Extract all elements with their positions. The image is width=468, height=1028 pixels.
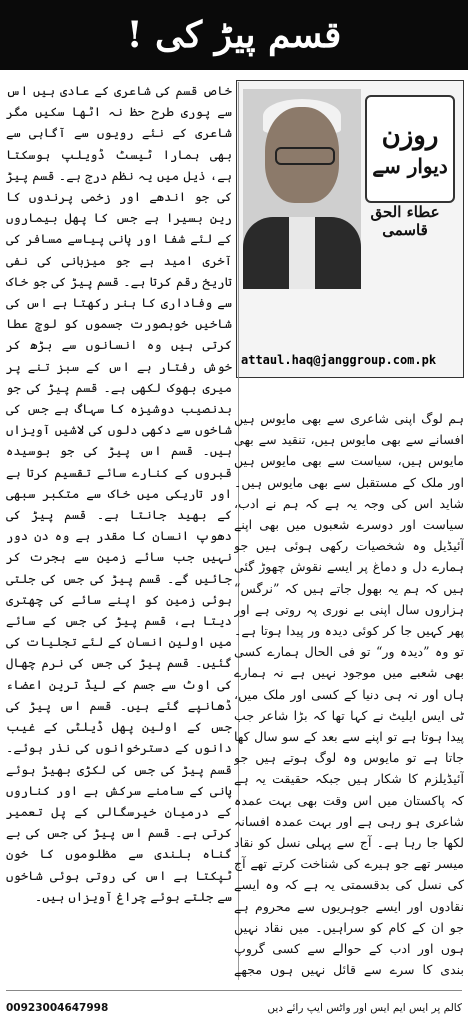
column-name-line1: روزن — [381, 121, 439, 151]
left-column-text: خاص قسم کی شاعری کے عادی ہیں اس سے پوری طرح حظ نہ اٹھا سکیں مگر شاعری کے نئے رویوں سے آگاہی سے بھی ہمارا ٹیسٹ ڈویلپ ہوسکتا ہے، ذیل میں یہ نظم درج ہے۔ قسم پیڑ کی جو اندھے اور زخمی پرندوں کا رین بسیرا ہے جس کا پھل بیماروں کے لئے شفا اور پانی پیاسے مسافر کی آخری امید ہے جو میزبانی کی نفی تاریخ رقم کرتا ہے۔ قسم پیڑ کی جو خاک سے وفاداری کا ہنر رکھتا ہے اس کی شاخیں خوبصورت جسموں کو لوچ عطا کرتی ہیں وہ انسانوں سے بڑھ کر خوش رفتار ہے اس کے سبز تنے پر میری بھوک لکھی ہے۔ قسم پیڑ کی جو بدنصیب دوشیزہ کا سہاگ ہے جس کی شاخوں سے دکھی دلوں کی لاشیں آویزاں ہیں۔ قسم اس پیڑ کی جو بوسیدہ قبروں کے کنارے سائے تقسیم کرتا ہے اور تاریکی میں خاک سے متکبر سبھی کے بھید جانتا ہے۔ قسم پیڑ کی دھوپ انسان کا مقدر ہے وہ دن دور نہیں جب سائے زمین سے ہجرت کر جائیں گے۔ قسم پیڑ کی جس کی جلتی ہوئی زمین کو اپنے سائے کی چھتری دیتا ہے، قسم پیڑ کی جس کے سائے میں اولین انسان کے لئے تجلیات کی گئیں۔ قسم پیڑ کی جس کی نرم چھال کی اوٹ سے جسم کے لیڈ ترین اعضاء ڈھانپے گئے ہیں۔ قسم اس پیڑ کی جس کے اولین پھل ڈیلٹی کے غیب دانوں کے دسترخوانوں کی نذر ہوئے۔ قسم پیڑ کی جس کی لکڑی بھیڑ ہوئے پانی کے سامنے سرکش ہے اور کناروں کے درمیان خیرسگالی کے پل تعمیر کرتی ہے۔ قسم اس پیڑ کی جس کی بے گناہ بلندی سے مظلوموں کا خون ٹپکتا ہے اس کی روتی ہوئی شاخوں سے جلتے ہوئے چراغ آویزاں ہیں۔ — [6, 83, 232, 904]
footer — [6, 990, 462, 1025]
column-name-line2: دیوار سے — [372, 154, 448, 178]
byline-box — [236, 80, 464, 378]
column-logo — [365, 95, 455, 203]
right-column-text: ہم لوگ اپنی شاعری سے بھی مایوس ہیں افسانے سے بھی مایوس ہیں، تنقید سے بھی مایوس ہیں، سیاست سے بھی مایوس ہیں اور ملک کے مستقبل سے بھی مایوس ہیں۔ شاید اس کی وجہ یہ ہے کہ ہم نے ادب، سیاست اور دوسرے شعبوں میں بھی اپنے آئیڈیل وہ شخصیات رکھی ہوئی ہیں جو ہمارے دل و دماغ پر ایسے نقوش چھوڑ گئی ہیں کہ ہم یہ بھول جاتے ہیں کہ ”نرگس“ ہزاروں سال اپنی بے نوری پہ روتی ہے اور پھر کہیں جا کر کوئی دیدہ ور پیدا ہوتا ہے۔ تو وہ ”دیدہ ور“ تو فی الحال ہمارے کسی بھی شعبے میں موجود نہیں ہے نہ ہمارے ہاں اور نہ ہی دنیا کے کسی اور ملک میں، ٹی ایس ایلیٹ نے کہا تھا کہ بڑا شاعر جب پیدا ہوتا ہے تو اپنے سے بعد کے سو سال کھا جاتا ہے تو مایوس وہ لوگ ہوتے ہیں جو آئیڈیلزم کا شکار ہیں جبکہ حقیقت یہ ہے کہ پاکستان میں اس وقت بھی بہت عمدہ شاعری ہو رہی ہے اور بہت عمدہ افسانہ لکھا جا رہا ہے۔ آج سے پہلی نسل کو نقاد میسر تھے جو ہیرے کی شناخت کرتے تھے آج کی نسل کی بدقسمتی یہ ہے کہ وہ ایسے نقادوں اور ایسے جوہریوں سے محروم ہے جو ان کے کام کو سراہیں۔ میں نقاد نہیں ہوں اور ادب کے حوالے سے کسی گروپ بندی کا سرے سے قائل نہیں ہوں مجھے — [234, 411, 464, 978]
author-name: عطاء الحق قاسمی — [370, 203, 440, 239]
column-title-bar — [0, 0, 468, 70]
author-email[interactable]: attaul.haq@janggroup.com.pk — [241, 353, 437, 367]
footer-note: کالم پر ایس ایم ایس اور واٹس ایپ رائے دیں — [267, 1002, 462, 1014]
column-title: قسم پیڑ کی ! — [126, 14, 342, 56]
author-photo — [243, 89, 361, 289]
footer-phone: 00923004647998 — [6, 1002, 109, 1014]
article-right-column — [234, 408, 464, 982]
article-left-column — [6, 80, 232, 982]
